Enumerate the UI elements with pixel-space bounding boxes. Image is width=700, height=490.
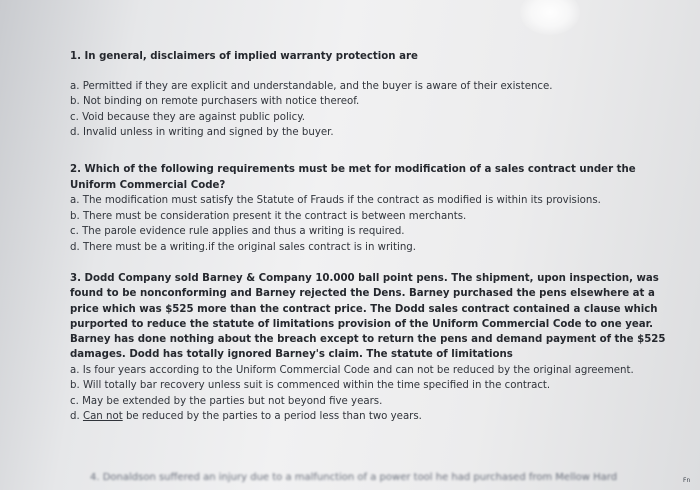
question-3-title: 3. Dodd Company sold Barney & Company 10.000 ball point pens. The shipment, upon inspection, was found to be nonconforming and Barney rejected the Dens. Barney purchased the pens elsewhere at a price which was $525 more than the contract price. The Dodd sales contract contained a clause which purported to reduce the statute of limitations provision of the Uniform Commercial Code to one year. Barney has done nothing about the breach except to return the pens and demand payment of the $525 damages. Dodd has totally ignored Barney's claim. The statute of limitations — [70, 273, 666, 361]
question-2 — [70, 162, 670, 255]
corner-mark: Fn — [683, 477, 691, 484]
question-4-cutoff: 4. Donaldson suffered an injury due to a malfunction of a power tool he had purchased from Mellow Hard — [90, 472, 618, 483]
question-2-option-c: c. The parole evidence rule applies and thus a writing is required. — [70, 226, 405, 237]
question-2-option-a: a. The modification must satisfy the Statute of Frauds if the contract as modified is within its provisions. — [70, 195, 601, 206]
option-d-suffix: be reduced by the parties to a period less than two years. — [122, 411, 422, 423]
question-1-option-c: c. Void because they are against public policy. — [70, 111, 306, 123]
question-3-option-b: b. Will totally bar recovery unless suit is commenced within the time specified in the contract. — [70, 380, 551, 392]
question-2-options — [70, 193, 670, 255]
question-1-option-a: a. Permitted if they are explicit and understandable, and the buyer is aware of their existence. — [70, 80, 553, 92]
question-1 — [70, 49, 670, 141]
option-d-prefix: d. — [70, 411, 83, 423]
question-3-options — [70, 363, 670, 425]
question-2-option-b: b. There must be consideration present it the contract is between merchants. — [70, 210, 467, 222]
question-3-option-c: c. May be extended by the parties but not beyond five years. — [70, 395, 383, 407]
question-3 — [70, 271, 670, 425]
option-d-underlined-text: Can not — [82, 411, 123, 423]
question-3-option-d — [70, 409, 670, 425]
light-glare — [520, 0, 580, 35]
question-2-option-d: d. There must be a writing.if the original sales contract is in writing. — [70, 241, 416, 253]
question-2-title: 2. Which of the following requirements must be met for modification of a sales contract under the Uniform Commercial Code? — [70, 164, 636, 191]
question-1-option-b: b. Not binding on remote purchasers with notice thereof. — [70, 96, 360, 107]
question-1-options — [70, 79, 670, 141]
question-1-option-d: d. Invalid unless in writing and signed by the buyer. — [70, 127, 334, 138]
question-3-option-a: a. Is four years according to the Uniform Commercial Code and can not be reduced by the original agreement. — [70, 364, 634, 376]
question-1-title: 1. In general, disclaimers of implied warranty protection are — [70, 51, 418, 62]
